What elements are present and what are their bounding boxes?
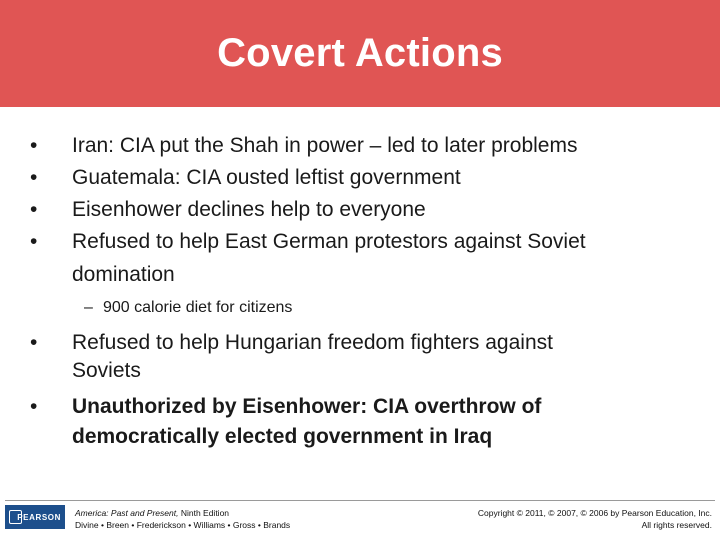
slide-title: Covert Actions [217, 31, 503, 75]
bullet-marker: • [30, 395, 38, 418]
book-citation [75, 507, 290, 531]
bullet-text-continued: Soviets [72, 359, 141, 382]
bullet-text-continued: democratically elected government in Iraq [72, 425, 493, 448]
bullet-text: Guatemala: CIA ousted leftist government [72, 166, 461, 189]
copyright-notice [478, 507, 712, 531]
pearson-logo-icon [9, 510, 22, 524]
bullet-marker: • [30, 198, 38, 221]
footer-divider [5, 500, 715, 501]
book-edition: Ninth Edition [178, 508, 230, 518]
sub-bullet-text: 900 calorie diet for citizens [103, 299, 293, 316]
bullet-marker: • [30, 331, 38, 354]
bullet-text-continued: domination [72, 263, 175, 286]
pearson-logo [5, 505, 65, 529]
logo-text: PEARSON [17, 512, 61, 522]
title-band [0, 0, 720, 107]
bullet-text: Eisenhower declines help to everyone [72, 198, 426, 221]
rights-line: All rights reserved. [641, 520, 712, 530]
book-authors: Divine • Breen • Frederickson • Williams • Gross • Brands [75, 520, 291, 530]
bullet-text: Refused to help East German protestors against Soviet [72, 230, 586, 253]
bullet-marker: • [30, 134, 38, 157]
slide-footer [0, 472, 720, 540]
bullet-text: Refused to help Hungarian freedom fighters against [72, 331, 553, 354]
copyright-line: Copyright © 2011, © 2007, © 2006 by Pearson Education, Inc. [477, 508, 712, 518]
sub-bullet-marker: – [84, 299, 93, 316]
book-title: America: Past and Present, [75, 508, 179, 518]
book-title-line [75, 507, 290, 519]
bullet-text: Iran: CIA put the Shah in power – led to later problems [72, 134, 578, 157]
bullet-marker: • [30, 230, 38, 253]
bullet-text: Unauthorized by Eisenhower: CIA overthrow of [72, 395, 542, 418]
bullet-marker: • [30, 166, 38, 189]
